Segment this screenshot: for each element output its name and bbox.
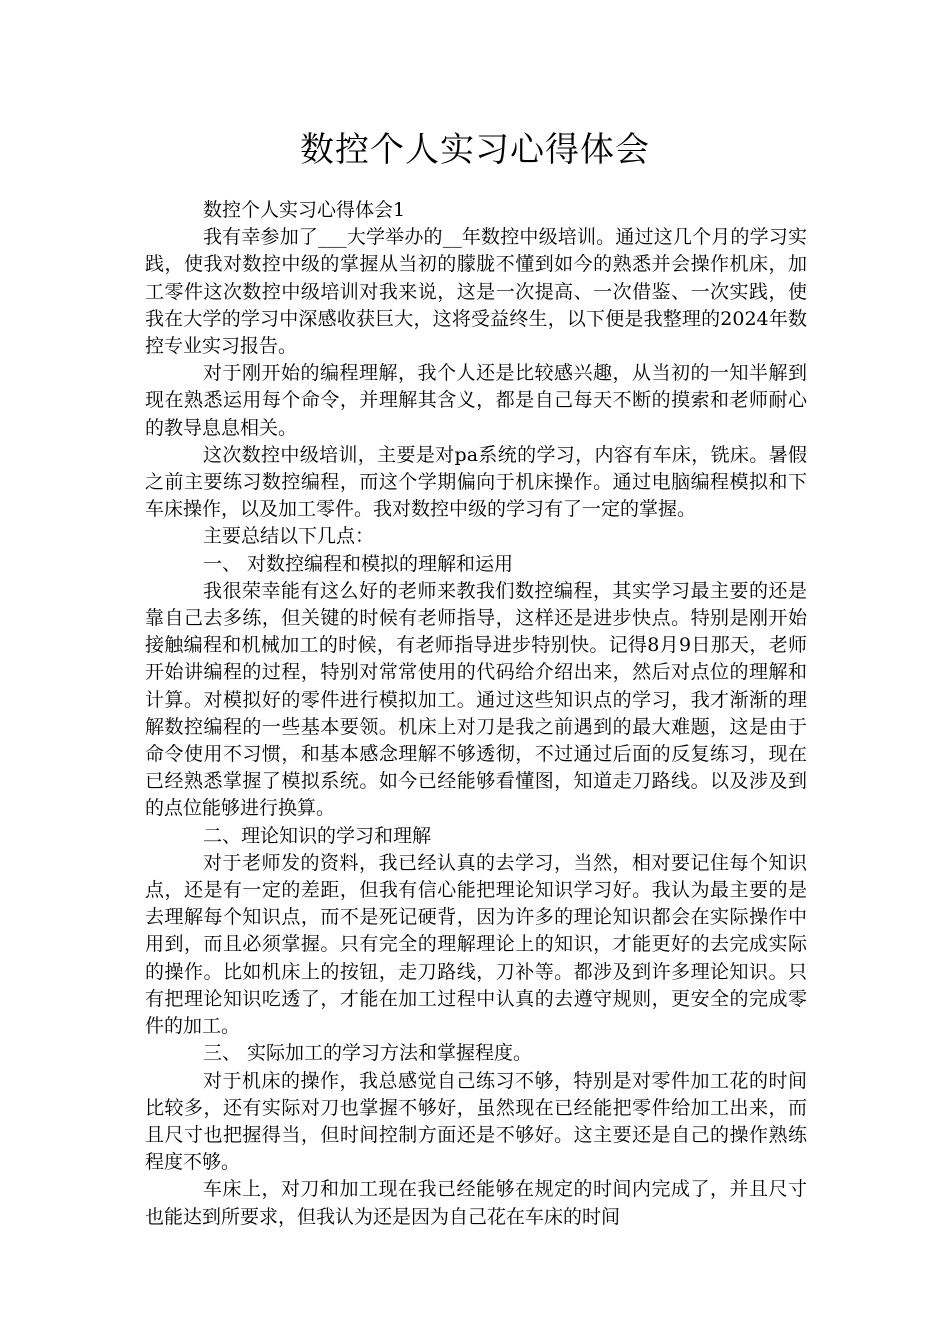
paragraph-intro: 我有幸参加了___大学举办的__年数控中级培训。通过这几个月的学习实践，使我对数控中级的掌握从当初的朦胧不懂到如今的熟悉并会操作机床，加工零件这次数控中级培训对我来说，这是一次提高、一次借鉴、一次实践，使我在大学的学习中深感收获巨大，这将受益终生，以下便是我整理的2024年数控专业实习报告。 <box>145 226 807 358</box>
heading-point-one: 一、 对数控编程和模拟的理解和运用 <box>203 552 514 575</box>
heading-point-two: 二、理论知识的学习和理解 <box>203 824 432 847</box>
paragraph-point-one: 我很荣幸能有这么好的老师来教我们数控编程，其实学习最主要的还是靠自己去多练，但关键的时候有老师指导，这样还是进步快点。特别是刚开始接触编程和机械加工的时候，有老师指导进步特别快。记得8月9日那天，老师开始讲编程的过程，特别对常常使用的代码给介绍出来，然后对点位的理解和计算。对模拟好的零件进行模拟加工。通过这些知识点的学习，我才渐渐的理解数控编程的一些基本要领。机床上对刀是我之前遇到的最大难题，这是由于命令使用不习惯，和基本感念理解不够透彻，不过通过后面的反复练习，现在已经熟悉掌握了模拟系统。如今已经能够看懂图，知道走刀路线。以及涉及到的点位能够进行换算。 <box>145 579 807 820</box>
document-body <box>145 197 807 1231</box>
paragraph-point-three: 对于机床的操作，我总感觉自己练习不够，特别是对零件加工花的时间比较多，还有实际对刀也掌握不够好，虽然现在已经能把零件给加工出来，而且尺寸也把握得当，但时间控制方面还是不够好。这主要还是自己的操作熟练程度不够。 <box>145 1069 807 1174</box>
paragraph-training-content: 这次数控中级培训，主要是对pa系统的学习，内容有车床，铣床。暑假之前主要练习数控编程，而这个学期偏向于机床操作。通过电脑编程模拟和下车床操作，以及加工零件。我对数控中级的学习有了一定的掌握。 <box>145 443 807 521</box>
document-title: 数控个人实习心得体会 <box>300 130 650 170</box>
paragraph-point-two: 对于老师发的资料，我已经认真的去学习，当然，相对要记住每个知识点，还是有一定的差距，但我有信心能把理论知识学习好。我认为最主要的是去理解每个知识点，而不是死记硬背，因为许多的理论知识都会在实际操作中用到，而且必须掌握。只有完全的理解理论上的知识，才能更好的去完成实际的操作。比如机床上的按钮，走刀路线，刀补等。都涉及到许多理论知识。只有把理论知识吃透了，才能在加工过程中认真的去遵守规则，更安全的完成零件的加工。 <box>145 851 807 1038</box>
heading-point-three: 三、 实际加工的学习方法和掌握程度。 <box>203 1042 533 1065</box>
paragraph-lathe: 车床上，对刀和加工现在我已经能够在规定的时间内完成了，并且尺寸也能达到所要求，但我认为还是因为自己花在车床的时间 <box>145 1178 807 1228</box>
section-heading-1: 数控个人实习心得体会1 <box>203 199 406 221</box>
paragraph-summary-lead: 主要总结以下几点： <box>203 525 375 548</box>
paragraph-programming-interest: 对于刚开始的编程理解，我个人还是比较感兴趣，从当初的一知半解到现在熟悉运用每个命令，并理解其含义，都是自己每天不断的摸索和老师耐心的教导息息相关。 <box>145 362 807 439</box>
